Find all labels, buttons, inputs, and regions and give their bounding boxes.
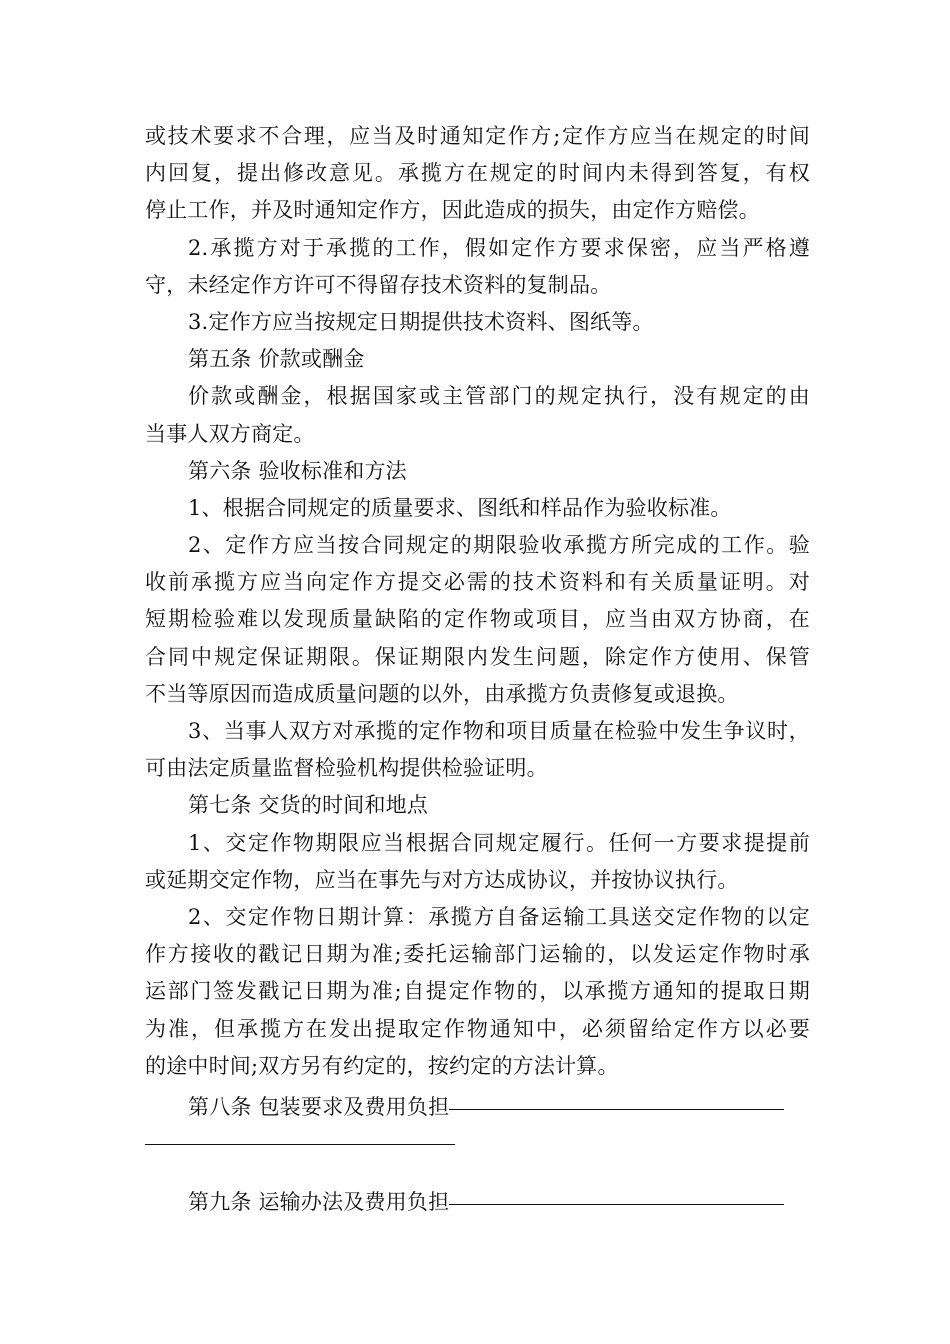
fill-in-blank-row <box>145 1126 810 1163</box>
clause-item-1: 1、根据合同规定的质量要求、图纸和样品作为验收标准。 <box>188 495 732 520</box>
clause-item-2: 2、定作方应当按合同规定的期限验收承揽方所完成的工作。验 <box>188 533 810 558</box>
fill-in-blank <box>145 1143 455 1145</box>
article-heading-9-text: 第九条 运输办法及费用负担 <box>188 1190 450 1215</box>
article-heading-7: 第七条 交货的时间和地点 <box>188 793 429 818</box>
paragraph-line: 当事人双方商定。 <box>145 421 315 446</box>
spacer <box>145 1163 810 1184</box>
clause-item-2: 2、交定作物日期计算：承揽方自备运输工具送交定作物的以定 <box>188 904 810 929</box>
document-page <box>145 118 810 1221</box>
paragraph-line: 为准，但承揽方在发出提取定作物通知中，必须留给定作方以必要 <box>145 1016 810 1041</box>
paragraph-line: 或技术要求不合理，应当及时通知定作方;定作方应当在规定的时间 <box>145 124 810 148</box>
paragraph-line: 守，未经定作方许可不得留存技术资料的复制品。 <box>145 272 612 297</box>
clause-item-1: 1、交定作物期限应当根据合同规定履行。任何一方要求提提前 <box>188 830 810 855</box>
clause-item-3: 3.定作方应当按规定日期提供技术资料、图纸等。 <box>188 309 654 334</box>
paragraph-line: 价款或酬金，根据国家或主管部门的规定执行，没有规定的由 <box>188 384 810 409</box>
paragraph-line: 停止工作，并及时通知定作方，因此造成的损失，由定作方赔偿。 <box>145 198 760 223</box>
paragraph-line: 收前承揽方应当向定作方提交必需的技术资料和有关质量证明。对 <box>145 570 810 595</box>
paragraph-line: 合同中规定保证期限。保证期限内发生问题，除定作方使用、保管 <box>145 644 810 669</box>
paragraph-line: 作方接收的戳记日期为准;委托运输部门运输的，以发运定作物时承 <box>145 942 810 967</box>
article-heading-8 <box>145 1089 810 1126</box>
paragraph-line: 短期检验难以发现质量缺陷的定作物或项目，应当由双方协商，在 <box>145 607 810 632</box>
article-heading-8-text: 第八条 包装要求及费用负担 <box>188 1094 450 1119</box>
paragraph-line: 内回复，提出修改意见。承揽方在规定的时间内未得到答复，有权 <box>145 161 810 186</box>
clause-item-3: 3、当事人双方对承揽的定作物和项目质量在检验中发生争议时， <box>188 719 810 743</box>
paragraph-line: 不当等原因而造成质量问题的以外，由承揽方负责修复或退换。 <box>145 681 739 706</box>
fill-in-blank <box>449 1108 784 1110</box>
paragraph-line: 运部门签发戳记日期为准;自提定作物的，以承揽方通知的提取日期 <box>145 979 810 1004</box>
paragraph-line: 可由法定质量监督检验机构提供检验证明。 <box>145 756 548 781</box>
fill-in-blank <box>449 1203 784 1205</box>
article-heading-9 <box>145 1184 810 1221</box>
article-heading-5: 第五条 价款或酬金 <box>188 347 365 372</box>
clause-item-2: 2.承揽方对于承揽的工作，假如定作方要求保密，应当严格遵 <box>188 235 810 260</box>
paragraph-line: 或延期交定作物，应当在事先与对方达成协议，并按协议执行。 <box>145 867 739 892</box>
paragraph-line: 的途中时间;双方另有约定的，按约定的方法计算。 <box>145 1053 619 1078</box>
article-heading-6: 第六条 验收标准和方法 <box>188 458 407 483</box>
